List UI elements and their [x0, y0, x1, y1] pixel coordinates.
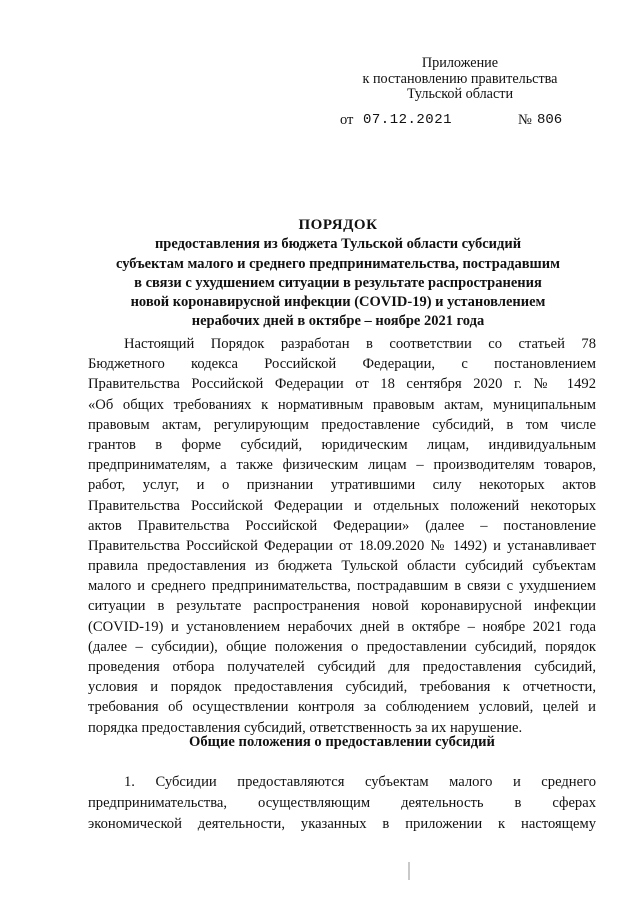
appendix-line-2: к постановлению правительства — [362, 70, 558, 87]
text-line: предпринимательства, осуществляющим деятельность в сферах — [88, 795, 596, 811]
text-line: (далее – субсидии), общие положения о предоставлении субсидий, порядок — [88, 638, 596, 655]
text-line: Правительства Российской Федерации от 18 сентября 2020 г. № 1492 — [88, 376, 596, 393]
text-line: актов Правительства Российской Федерации» (далее – постановление — [88, 517, 596, 534]
resolution-number: 806 — [537, 112, 563, 128]
date-number-line — [340, 112, 580, 132]
text-line: проведения отбора получателей субсидий для предоставления субсидий, — [88, 659, 596, 675]
appendix-line-1: Приложение — [421, 55, 499, 71]
title-line-1: предоставления из бюджета Тульской области субсидий — [154, 236, 522, 253]
text-line: Правительства Российской Федерации от 18.09.2020 № 1492) и устанавливает — [88, 537, 596, 554]
scan-artifact — [408, 862, 410, 880]
document-title — [88, 216, 588, 332]
text-line: условия и порядок предоставления субсидий, требования к отчетности, — [88, 679, 596, 696]
section-heading: Общие положения о предоставлении субсидий — [189, 734, 495, 750]
title-line-5: нерабочих дней в октябре – ноябре 2021 года — [191, 313, 485, 330]
text-line: порядка предоставления субсидий, ответственность за их нарушение. — [88, 719, 523, 736]
appendix-line-3: Тульской области — [406, 86, 514, 102]
title-line-4: новой коронавирусной инфекции (COVID-19) и установлением — [130, 294, 546, 311]
number-sign: № — [518, 112, 532, 128]
date-from-label: от — [340, 112, 354, 128]
text-line: работ, услуг, и о признании утратившими силу некоторых актов — [88, 477, 596, 494]
title-line-2: субъектам малого и среднего предпринимательства, пострадавшим — [116, 255, 560, 272]
text-line: ситуации в результате распространения новой коронавирусной инфекции — [88, 598, 596, 615]
intro-paragraph — [88, 334, 596, 738]
text-line: предпринимателям, а также физическим лицам – производителям товаров, — [88, 457, 596, 474]
text-line: Бюджетного кодекса Российской Федерации, с постановлением — [88, 356, 596, 373]
text-line: экономической деятельности, указанных в приложении к настоящему — [88, 816, 596, 832]
paragraph-1 — [88, 772, 596, 835]
title-line-3: в связи с ухудшением ситуации в результате распространения — [134, 274, 542, 291]
text-line: малого и среднего предпринимательства, пострадавшим в связи с ухудшением — [88, 578, 596, 595]
text-line: правила предоставления из бюджета Тульской области субсидий субъектам — [88, 558, 596, 575]
text-line: Правительства Российской Федерации и отдельных положений некоторых — [88, 497, 596, 514]
title-main: ПОРЯДОК — [298, 217, 378, 233]
text-line: грантов в форме субсидий, юридическим лицам, индивидуальным — [88, 436, 596, 453]
text-line: (COVID-19) и установлением нерабочих дней в октябре – ноябре 2021 года — [88, 618, 596, 635]
text-line: «Об общих требованиях к нормативным правовым актам, муниципальным — [88, 396, 596, 413]
text-line: 1. Субсидии предоставляются субъектам малого и среднего — [124, 774, 596, 790]
text-line: правовым актам, регулирующим предоставление субсидий, в том числе — [88, 416, 596, 433]
resolution-date: 07.12.2021 — [363, 112, 453, 128]
text-line: требования об осуществлении контроля за соблюдением условий, целей и — [88, 699, 596, 716]
text-line: Настоящий Порядок разработан в соответствии со статьей 78 — [124, 336, 596, 352]
appendix-header — [340, 56, 580, 103]
